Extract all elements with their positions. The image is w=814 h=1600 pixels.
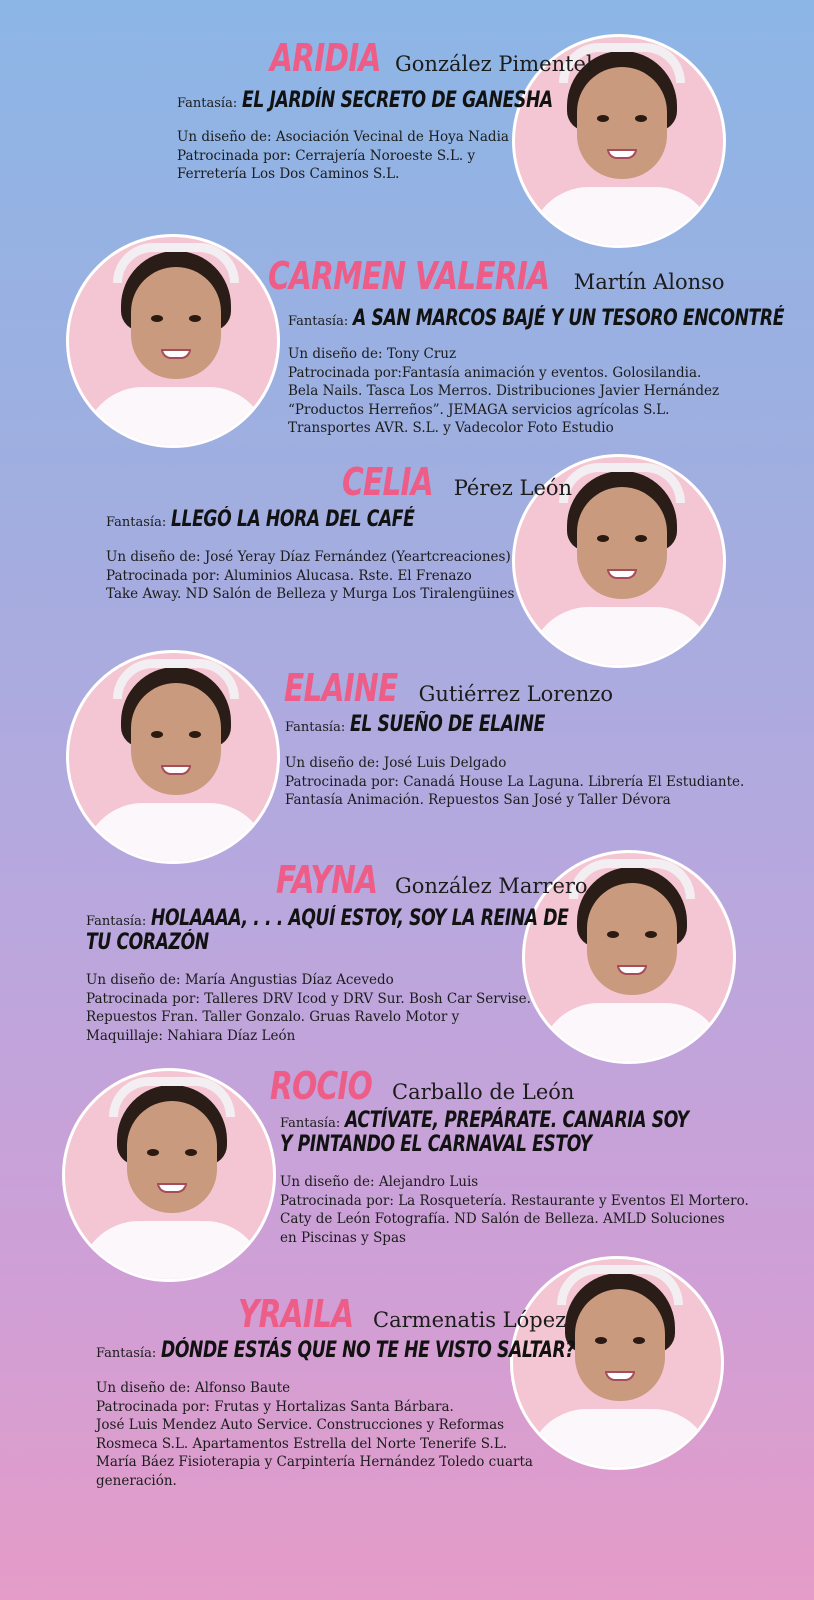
fantasy-label: Fantasía: (106, 515, 167, 530)
credit-line: Take Away. ND Salón de Belleza y Murga Los Tiralengüines (106, 586, 515, 602)
fantasy-title: A SAN MARCOS BAJÉ Y UN TESORO ENCONTRÉ (353, 306, 785, 331)
credit-line: Transportes AVR. S.L. y Vadecolor Foto Estudio (288, 420, 614, 436)
fantasy-label: Fantasía: (288, 314, 349, 329)
credit-line: Patrocinada por:Fantasía animación y eventos. Golosilandia. (288, 364, 702, 381)
last-name: Gutiérrez Lorenzo (418, 682, 613, 706)
last-name: Martín Alonso (573, 270, 725, 294)
fantasy-line (96, 1338, 692, 1363)
fantasy-title: DÓNDE ESTÁS QUE NO TE HE VISTO SALTAR? (161, 1338, 576, 1363)
credit-line: Bela Nails. Tasca Los Merros. Distribuciones Javier Hernández (288, 383, 720, 399)
credit-line: María Báez Fisioterapia y Carpintería Hernández Toledo cuarta (96, 1454, 533, 1470)
credit-line: Patrocinada por: Aluminios Alucasa. Rste. El Frenazo (106, 567, 472, 584)
fantasy-title: LLEGÓ LA HORA DEL CAFÉ (171, 507, 415, 532)
credits (96, 1379, 533, 1490)
fantasy-title: HOLAAAA, . . . AQUÍ ESTOY, SOY LA REINA DE (151, 906, 569, 931)
last-name: Carmenatis López (373, 1308, 567, 1332)
credit-line: Patrocinada por: Talleres DRV Icod y DRV Sur. Bosh Car Servise. (86, 990, 531, 1007)
credit-line: Un diseño de: Alejandro Luis (280, 1174, 479, 1190)
fantasy-title-line2: Y PINTANDO EL CARNAVAL ESTOY (280, 1132, 592, 1157)
first-name: CARMEN VALERIA (268, 254, 550, 298)
fantasy-label: Fantasía: (285, 720, 346, 735)
first-name: YRAILA (238, 1292, 354, 1336)
credit-line: José Luis Mendez Auto Service. Construcciones y Reformas (96, 1417, 505, 1433)
credit-line: Patrocinada por: La Rosquetería. Restaurante y Eventos El Mortero. (280, 1192, 749, 1209)
last-name: González Marrero (394, 874, 588, 898)
credit-line: Un diseño de: José Yeray Díaz Fernández (Yeartcreaciones) (106, 549, 511, 565)
candidate-name (238, 1292, 566, 1336)
credit-line: Patrocinada por: Canadá House La Laguna. Librería El Estudiante. (285, 773, 745, 790)
credit-line: Patrocinada por: Cerrajería Noroeste S.L. y (177, 147, 476, 164)
credit-line: Caty de León Fotografía. ND Salón de Belleza. AMLD Soluciones (280, 1211, 725, 1227)
first-name: FAYNA (276, 858, 378, 902)
last-name: Pérez León (453, 476, 573, 500)
fantasy-title-line2: TU CORAZÓN (86, 930, 209, 955)
fantasy-label: Fantasía: (280, 1116, 341, 1131)
credit-line: Fantasía Animación. Repuestos San José y Taller Dévora (285, 792, 671, 808)
first-name: ROCIO (270, 1064, 373, 1108)
last-name: Carballo de León (392, 1080, 575, 1104)
credit-line: Un diseño de: María Angustias Díaz Acevedo (86, 972, 394, 988)
credit-line: Un diseño de: Tony Cruz (288, 346, 457, 362)
credit-line: Patrocinada por: Frutas y Hortalizas Santa Bárbara. (96, 1398, 454, 1415)
credit-line: Ferretería Los Dos Caminos S.L. (177, 166, 400, 182)
credit-line: “Productos Herreños”. JEMAGA servicios agrícolas S.L. (288, 401, 670, 418)
credit-line: Un diseño de: Asociación Vecinal de Hoya Nadia (177, 129, 509, 145)
first-name: CELIA (342, 460, 433, 504)
credit-line: Rosmeca S.L. Apartamentos Estrella del Norte Tenerife S.L. (96, 1435, 508, 1452)
credit-line: Un diseño de: Alfonso Baute (96, 1380, 291, 1396)
fantasy-label: Fantasía: (86, 914, 147, 929)
credit-line: generación. (96, 1472, 177, 1489)
fantasy-title: EL JARDÍN SECRETO DE GANESHA (242, 88, 554, 113)
credit-line: Un diseño de: José Luis Delgado (285, 755, 507, 771)
last-name: González Pimentel (395, 52, 593, 76)
first-name: ELAINE (284, 666, 398, 710)
credit-line: Maquillaje: Nahiara Díaz León (86, 1027, 296, 1044)
credit-line: Repuestos Fran. Taller Gonzalo. Gruas Ravelo Motor y (86, 1009, 460, 1025)
fantasy-label: Fantasía: (96, 1346, 157, 1361)
first-name: ARIDIA (270, 36, 381, 80)
portrait-photo (510, 1256, 724, 1470)
fantasy-label: Fantasía: (177, 96, 238, 111)
fantasy-title: EL SUEÑO DE ELAINE (350, 712, 546, 737)
fantasy-title: ACTÍVATE, PREPÁRATE. CANARIA SOY (345, 1108, 689, 1133)
credit-line: en Piscinas y Spas (280, 1229, 406, 1246)
